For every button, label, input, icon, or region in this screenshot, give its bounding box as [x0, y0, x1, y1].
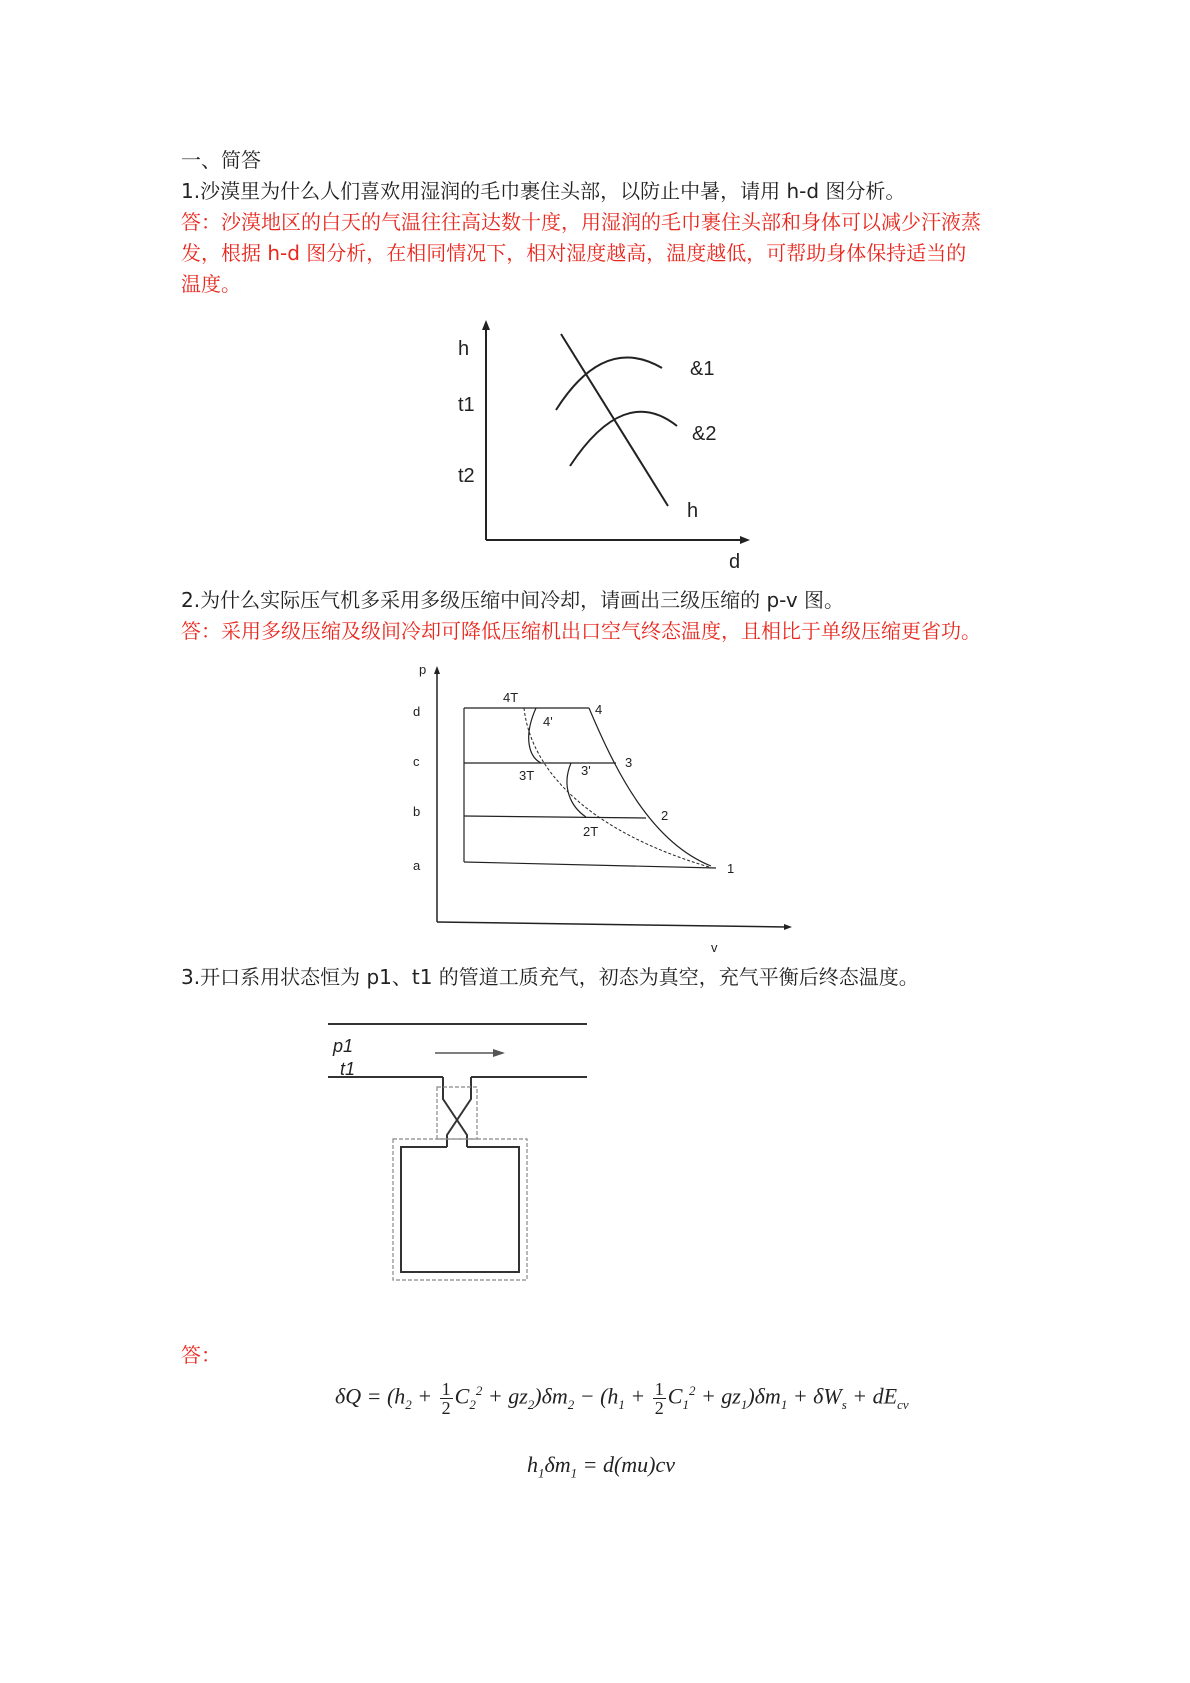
answer-3-label: 答： [181, 1343, 221, 1367]
question-2: 2.为什么实际压气机多采用多级压缩中间冷却，请画出三级压缩的 p-v 图。 [181, 588, 845, 612]
label-t1: t1 [340, 1059, 356, 1079]
point-2T: 2T [583, 824, 599, 839]
label-t1: t1 [458, 394, 475, 416]
level-a: a [413, 858, 421, 873]
answer-1-line-2: 发，根据 h-d 图分析，在相同情况下，相对湿度越高，温度越低，可帮助身体保持适当的 [181, 241, 967, 265]
level-d: d [413, 704, 421, 719]
level-c: c [413, 754, 420, 769]
point-4T: 4T [503, 690, 519, 705]
charging-vessel-diagram [325, 1017, 595, 1282]
point-4prime: 4' [543, 714, 553, 729]
h-d-diagram [444, 314, 764, 574]
point-3T: 3T [519, 768, 535, 783]
point-3prime: 3' [581, 763, 591, 778]
label-p1: p1 [333, 1036, 354, 1056]
d-axis-label: d [729, 551, 741, 573]
level-b: b [413, 804, 421, 819]
answer-2: 答：采用多级压缩及级间冷却可降低压缩机出口空气终态温度，且相比于单级压缩更省功。 [181, 619, 981, 643]
energy-equation: $\delta Q = (h_2$ + $\frac{1}{2}$ $C_2^2 + gz_2)\delta m_2 - (h_1$ + $\frac{1}{2}$ $C_1^2 + gz_1)\delta m_1 + \delta W_s + dE_{cv}$ [335, 1379, 909, 1418]
p-v-diagram [411, 662, 801, 957]
question-3: 3.开口系用状态恒为 p1、t1 的管道工质充气，初态为真空，充气平衡后终态温度。 [181, 965, 919, 989]
point-3: 3 [625, 755, 633, 770]
label-phi1: &1 [690, 358, 715, 380]
point-1: 1 [727, 861, 735, 876]
charging-equation: $h_1\delta m_1 = d(mu)cv$ [527, 1452, 676, 1481]
h-axis-label: h [458, 338, 470, 360]
section-title: 一、简答 [181, 148, 261, 172]
p-axis-label: p [419, 662, 427, 677]
point-2: 2 [661, 808, 669, 823]
question-1: 1.沙漠里为什么人们喜欢用湿润的毛巾裹住头部，以防止中暑，请用 h-d 图分析。 [181, 179, 906, 203]
point-4: 4 [595, 702, 603, 717]
answer-1-line-1: 答：沙漠地区的白天的气温往往高达数十度，用湿润的毛巾裹住头部和身体可以减少汗液蒸 [181, 210, 981, 234]
label-h-line: h [687, 500, 699, 522]
answer-1-line-3: 温度。 [181, 272, 241, 296]
label-t2: t2 [458, 465, 475, 487]
label-phi2: &2 [692, 423, 717, 445]
v-axis-label: v [711, 940, 718, 955]
